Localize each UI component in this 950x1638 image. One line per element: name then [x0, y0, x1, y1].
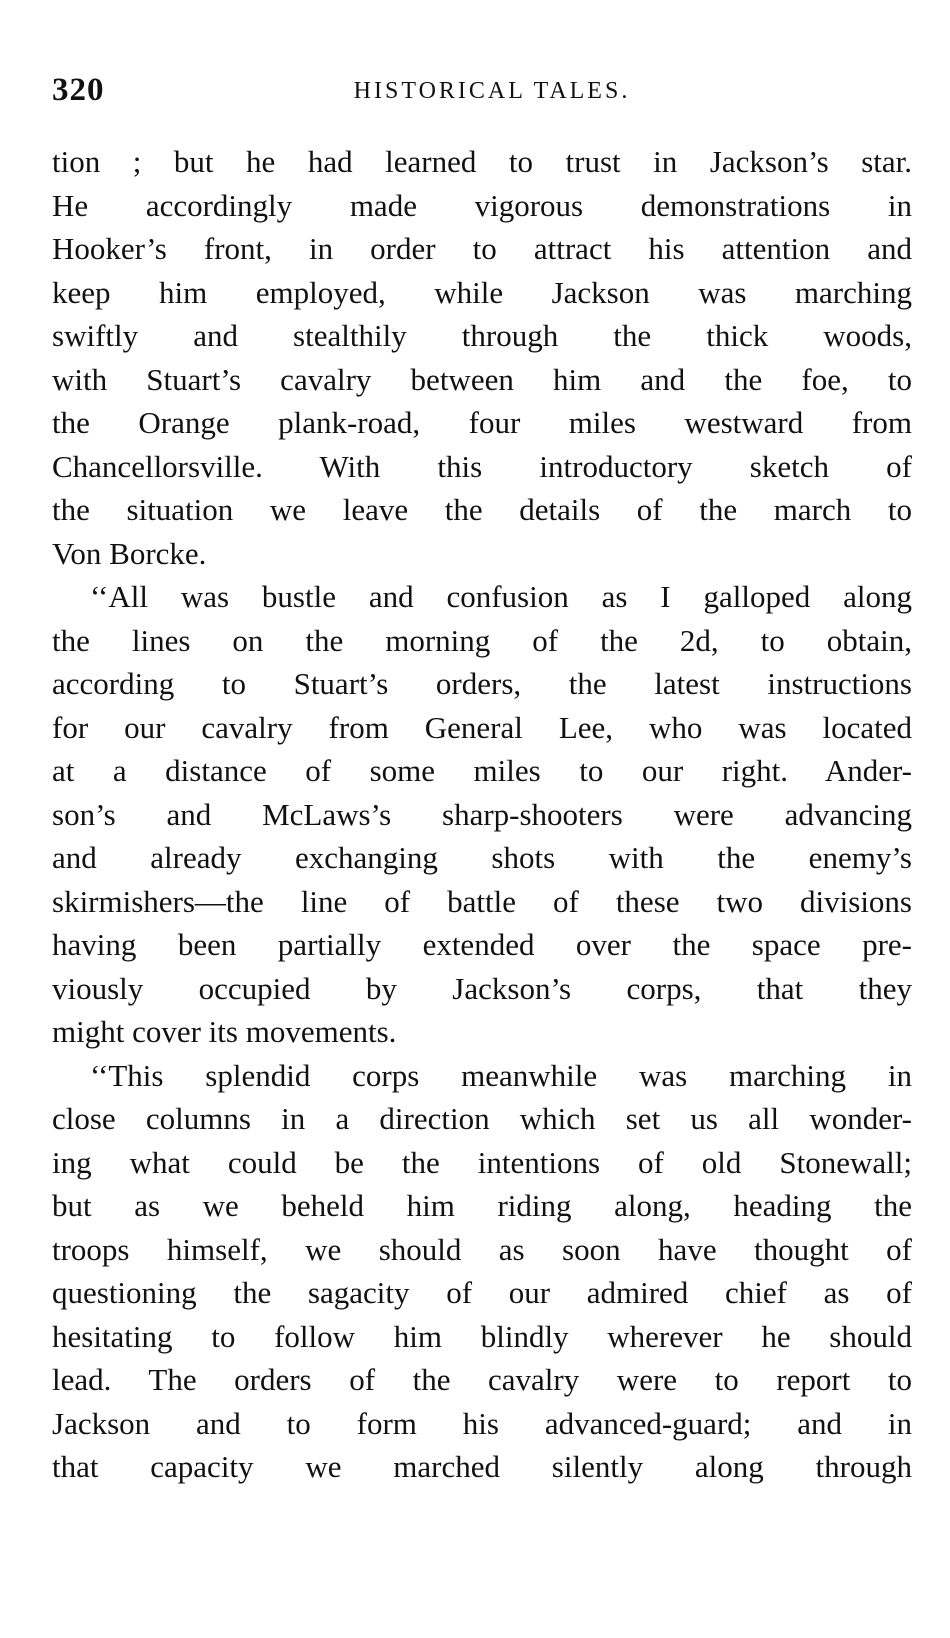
text-line: hesitating to follow him blindly wherever he should	[52, 1318, 912, 1354]
page-number: 320	[52, 72, 105, 108]
text-line: questioning the sagacity of our admired chief as of	[52, 1275, 912, 1310]
text-line: troops himself, we should as soon have thought of	[52, 1231, 912, 1267]
text-line: viously occupied by Jackson’s corps, that they	[52, 970, 912, 1006]
text-line-paragraph-end: Von Borcke.	[52, 535, 207, 571]
text-line: for our cavalry from General Lee, who was located	[52, 709, 912, 745]
text-line: Jackson and to form his advanced-guard; and in	[52, 1405, 912, 1441]
text-line: tion ; but he had learned to trust in Jackson’s star.	[52, 144, 912, 179]
body-text	[52, 140, 912, 1489]
text-line: Chancellorsville. With this introductory sketch of	[52, 448, 912, 484]
text-line: that capacity we marched silently along through	[52, 1449, 912, 1484]
text-line-paragraph-end: might cover its movements.	[52, 1014, 397, 1049]
text-line: keep him employed, while Jackson was marching	[52, 274, 912, 310]
text-line: He accordingly made vigorous demonstrations in	[52, 187, 912, 223]
text-line: the lines on the morning of the 2d, to obtain,	[52, 622, 912, 658]
text-line: but as we beheld him riding along, heading the	[52, 1188, 912, 1223]
text-line: the Orange plank-road, four miles westward from	[52, 405, 912, 440]
text-line: having been partially extended over the space pre-	[52, 927, 912, 962]
text-line: son’s and McLaws’s sharp-shooters were advancing	[52, 796, 912, 832]
text-line: skirmishers—the line of battle of these two divisions	[52, 883, 912, 919]
text-line-paragraph-start: ‘‘This splendid corps meanwhile was marching in	[90, 1057, 912, 1093]
text-line: with Stuart’s cavalry between him and the foe, to	[52, 361, 912, 397]
text-line: and already exchanging shots with the enemy’s	[52, 840, 912, 875]
text-line-paragraph-start: ‘‘All was bustle and confusion as I galloped along	[90, 579, 912, 614]
running-head	[52, 72, 912, 112]
text-line: the situation we leave the details of the march to	[52, 492, 912, 527]
text-line: swiftly and stealthily through the thick woods,	[52, 318, 912, 353]
book-title: HISTORICAL TALES.	[353, 78, 631, 104]
text-line: ing what could be the intentions of old Stonewall;	[52, 1144, 912, 1180]
text-line: lead. The orders of the cavalry were to report to	[52, 1362, 912, 1397]
text-line: Hooker’s front, in order to attract his attention and	[52, 231, 912, 266]
text-line: close columns in a direction which set us all wonder-	[52, 1101, 912, 1136]
text-line: according to Stuart’s orders, the latest instructions	[52, 666, 912, 701]
text-line: at a distance of some miles to our right. Ander-	[52, 753, 912, 788]
